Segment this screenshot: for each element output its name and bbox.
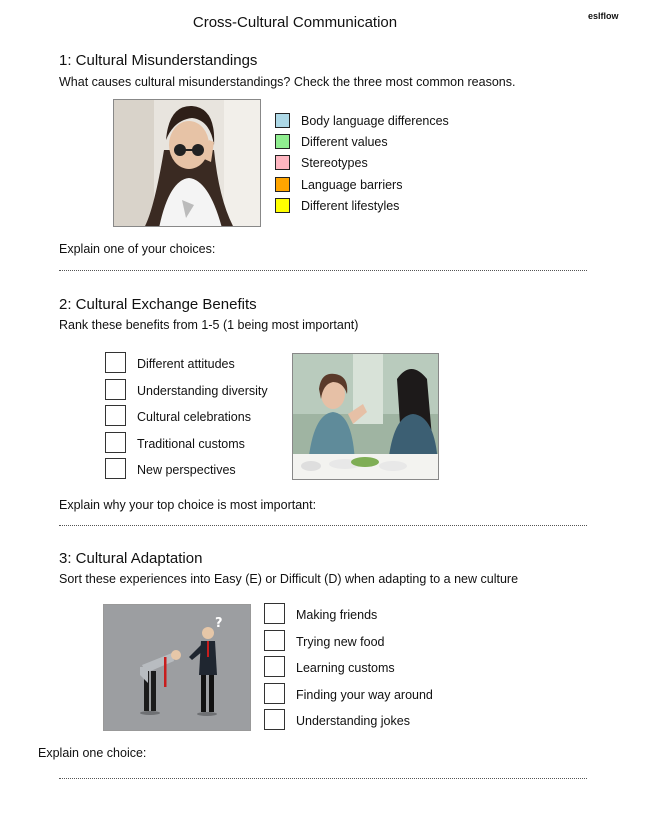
option-different-lifestyles: Different lifestyles: [301, 199, 400, 213]
section2-prompt: Explain why your top choice is most important:: [59, 498, 317, 512]
section2-instruction: Rank these benefits from 1-5 (1 being most important): [59, 318, 359, 332]
section2-answer-line[interactable]: [59, 525, 587, 526]
bowing-businessmen-illustration: [103, 604, 251, 731]
option-language-barriers: Language barriers: [301, 178, 403, 192]
experience-making-friends: Making friends: [296, 608, 378, 622]
option-stereotypes-swatch[interactable]: [275, 155, 290, 170]
rank-box-understanding-diversity[interactable]: [105, 379, 126, 400]
option-language-barriers-swatch[interactable]: [275, 177, 290, 192]
svg-text:?: ?: [215, 616, 223, 631]
sort-box-making-friends[interactable]: [264, 603, 285, 624]
rank-box-different-attitudes[interactable]: [105, 352, 126, 373]
experience-learning-customs: Learning customs: [296, 661, 395, 675]
two-women-dining-photo: [292, 353, 439, 480]
page-title: Cross-Cultural Communication: [192, 14, 398, 31]
rank-box-cultural-celebrations[interactable]: [105, 405, 126, 426]
option-different-lifestyles-swatch[interactable]: [275, 198, 290, 213]
option-different-values-swatch[interactable]: [275, 134, 290, 149]
sort-box-finding-your-way[interactable]: [264, 683, 285, 704]
experience-finding-your-way: Finding your way around: [296, 688, 433, 702]
experience-understanding-jokes: Understanding jokes: [296, 714, 410, 728]
section1-heading: 1: Cultural Misunderstandings: [59, 52, 258, 69]
benefit-different-attitudes: Different attitudes: [137, 357, 235, 371]
section3-answer-line[interactable]: [59, 778, 587, 779]
section3-heading: 3: Cultural Adaptation: [59, 550, 203, 567]
experience-trying-new-food: Trying new food: [296, 635, 385, 649]
rank-box-traditional-customs[interactable]: [105, 432, 126, 453]
section2-heading: 2: Cultural Exchange Benefits: [59, 296, 257, 313]
sort-box-learning-customs[interactable]: [264, 656, 285, 677]
option-body-language: Body language differences: [301, 114, 449, 128]
woman-with-glasses-photo: [113, 99, 261, 227]
brand-logo: eslflow: [588, 11, 619, 21]
benefit-new-perspectives: New perspectives: [137, 463, 236, 477]
sort-box-understanding-jokes[interactable]: [264, 709, 285, 730]
benefit-traditional-customs: Traditional customs: [137, 437, 245, 451]
section3-prompt: Explain one choice:: [38, 746, 147, 760]
section3-instruction: Sort these experiences into Easy (E) or Difficult (D) when adapting to a new culture: [59, 572, 519, 586]
section1-instruction: What causes cultural misunderstandings? Check the three most common reasons.: [59, 75, 516, 89]
section1-answer-line[interactable]: [59, 270, 587, 271]
benefit-understanding-diversity: Understanding diversity: [137, 384, 268, 398]
option-stereotypes: Stereotypes: [301, 156, 368, 170]
section1-prompt: Explain one of your choices:: [59, 242, 216, 256]
rank-box-new-perspectives[interactable]: [105, 458, 126, 479]
benefit-cultural-celebrations: Cultural celebrations: [137, 410, 251, 424]
option-different-values: Different values: [301, 135, 388, 149]
sort-box-trying-new-food[interactable]: [264, 630, 285, 651]
option-body-language-swatch[interactable]: [275, 113, 290, 128]
